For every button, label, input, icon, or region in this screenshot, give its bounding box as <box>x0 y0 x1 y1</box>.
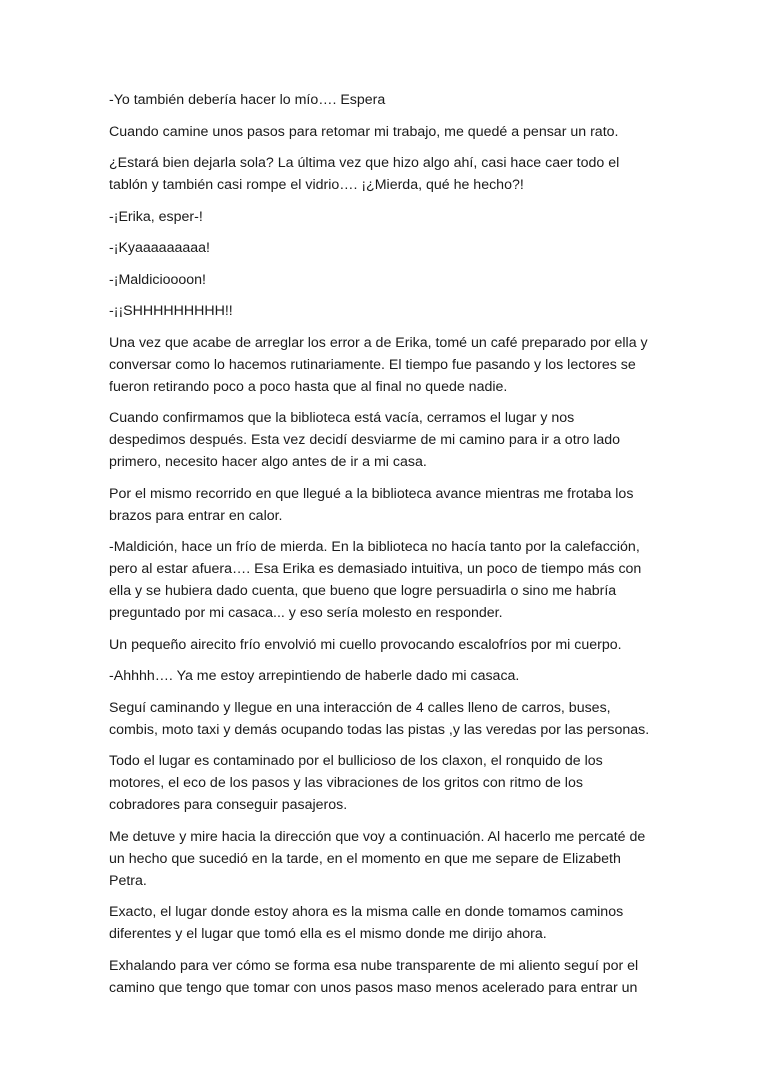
dialogue-line: -¡¡SHHHHHHHHH!! <box>109 303 233 319</box>
dialogue-line: -¡Kyaaaaaaaaa! <box>109 240 210 256</box>
paragraph: Cuando confirmamos que la biblioteca está vacía, cerramos el lugar y nos despedimos después. Esta vez decidí desviarme de mi camino para ir a otro lado primero, necesito hacer algo antes de ir a mi casa. <box>109 410 621 470</box>
paragraph: -Yo también debería hacer lo mío…. Espera <box>109 92 386 108</box>
dialogue-line: -¡Erika, esper-! <box>109 208 203 225</box>
dialogue-line: -Ahhhh…. Ya me estoy arrepintiendo de haberle dado mi casaca. <box>109 668 520 684</box>
paragraph: ¿Estará bien dejarla sola? La última vez que hizo algo ahí, casi hace caer todo el tablón y también casi rompe el vidrio…. ¡¿Mierda, qué he hecho?! <box>109 155 620 193</box>
paragraph: Por el mismo recorrido en que llegué a la biblioteca avance mientras me frotaba los brazos para entrar en calor. <box>109 485 634 524</box>
paragraph: Exhalando para ver cómo se forma esa nube transparente de mi aliento seguí por el camino que tengo que tomar con unos pasos maso menos acelerado para entrar un <box>109 957 639 996</box>
paragraph: Una vez que acabe de arreglar los error a de Erika, tomé un café preparado por ella y conversar como lo hacemos rutinariamente. El tiempo fue pasando y los lectores se fueron retirando poco a poco hasta que al final no quede nadie. <box>109 334 648 395</box>
body-text <box>109 89 654 1008</box>
paragraph: Me detuve y mire hacia la dirección que voy a continuación. Al hacerlo me percaté de un hecho que sucedió en la tarde, en el momento en que me separe de Elizabeth Petra. <box>109 828 646 889</box>
paragraph: Cuando camine unos pasos para retomar mi trabajo, me quedé a pensar un rato. <box>109 123 619 140</box>
paragraph: Un pequeño airecito frío envolvió mi cuello provocando escalofríos por mi cuerpo. <box>109 636 622 653</box>
paragraph: Seguí caminando y llegue en una interacción de 4 calles lleno de carros, buses, combis, moto taxi y demás ocupando todas las pistas ,y las veredas por las personas. <box>109 699 650 738</box>
dialogue-line: -¡Maldicioooon! <box>109 271 206 288</box>
paragraph: Todo el lugar es contaminado por el bullicioso de los claxon, el ronquido de los motores, el eco de los pasos y las vibraciones de los gritos con ritmo de los cobradores para conseguir pasajeros. <box>109 753 603 813</box>
paragraph: -Maldición, hace un frío de mierda. En la biblioteca no hacía tanto por la calefacción, pero al estar afuera…. Esa Erika es demasiado intuitiva, un poco de tiempo más con ella y se hubiera dado cuenta, que bueno que logre persuadirla o sino me habría preguntado por mi casaca... y eso sería molesto en responder. <box>109 539 642 621</box>
paragraph: Exacto, el lugar donde estoy ahora es la misma calle en donde tomamos caminos diferentes y el lugar que tomó ella es el mismo donde me dirijo ahora. <box>109 904 624 942</box>
